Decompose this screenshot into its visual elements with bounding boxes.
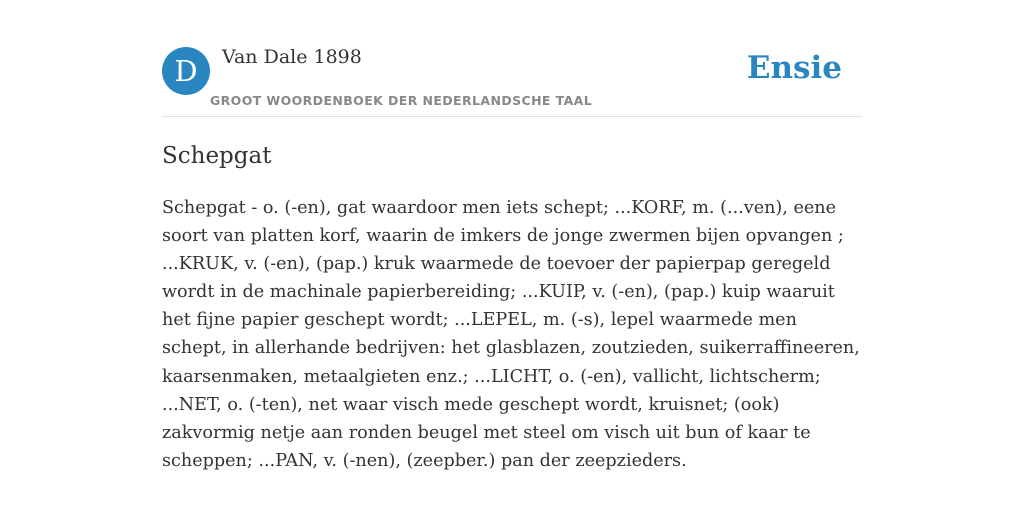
source-title: Van Dale 1898: [222, 46, 362, 68]
entry-card: [162, 44, 862, 475]
entry-headword: Schepgat: [162, 143, 272, 169]
entry-definition: Schepgat - o. (-en), gat waardoor men iets schept; ...KORF, m. (...ven), eene soort van platten korf, waarin de imkers de jonge zwermen bijen opvangen ; ...KRUK, v. (-en), (pap.) kruk waarmede de toevoer der papierpap geregeld wordt in de machinale papierbereiding; ...KUIP, v. (-en), (pap.) kuip waaruit het fijne papier geschept wordt; ...LEPEL, m. (-s), lepel waarmede men schept, in allerhande bedrijven: het glasblazen, zoutzieden, suikerraffineeren, kaarsenmaken, metaalgieten enz.; ...LICHT, o. (-en), vallicht, lichtscherm; ...NET, o. (-ten), net waar visch mede geschept wordt, kruisnet; (ook) zakvormig netje aan ronden beugel met steel om visch uit bun of kaar te scheppen; ...PAN, v. (-nen), (zeepber.) pan der zeepzieders.: [162, 198, 860, 471]
source-avatar: D: [162, 47, 210, 95]
entry-header: [162, 44, 862, 117]
source-subtitle: GROOT WOORDENBOEK DER NEDERLANDSCHE TAAL: [210, 93, 593, 108]
brand-logo-link[interactable]: Ensie: [746, 50, 842, 86]
